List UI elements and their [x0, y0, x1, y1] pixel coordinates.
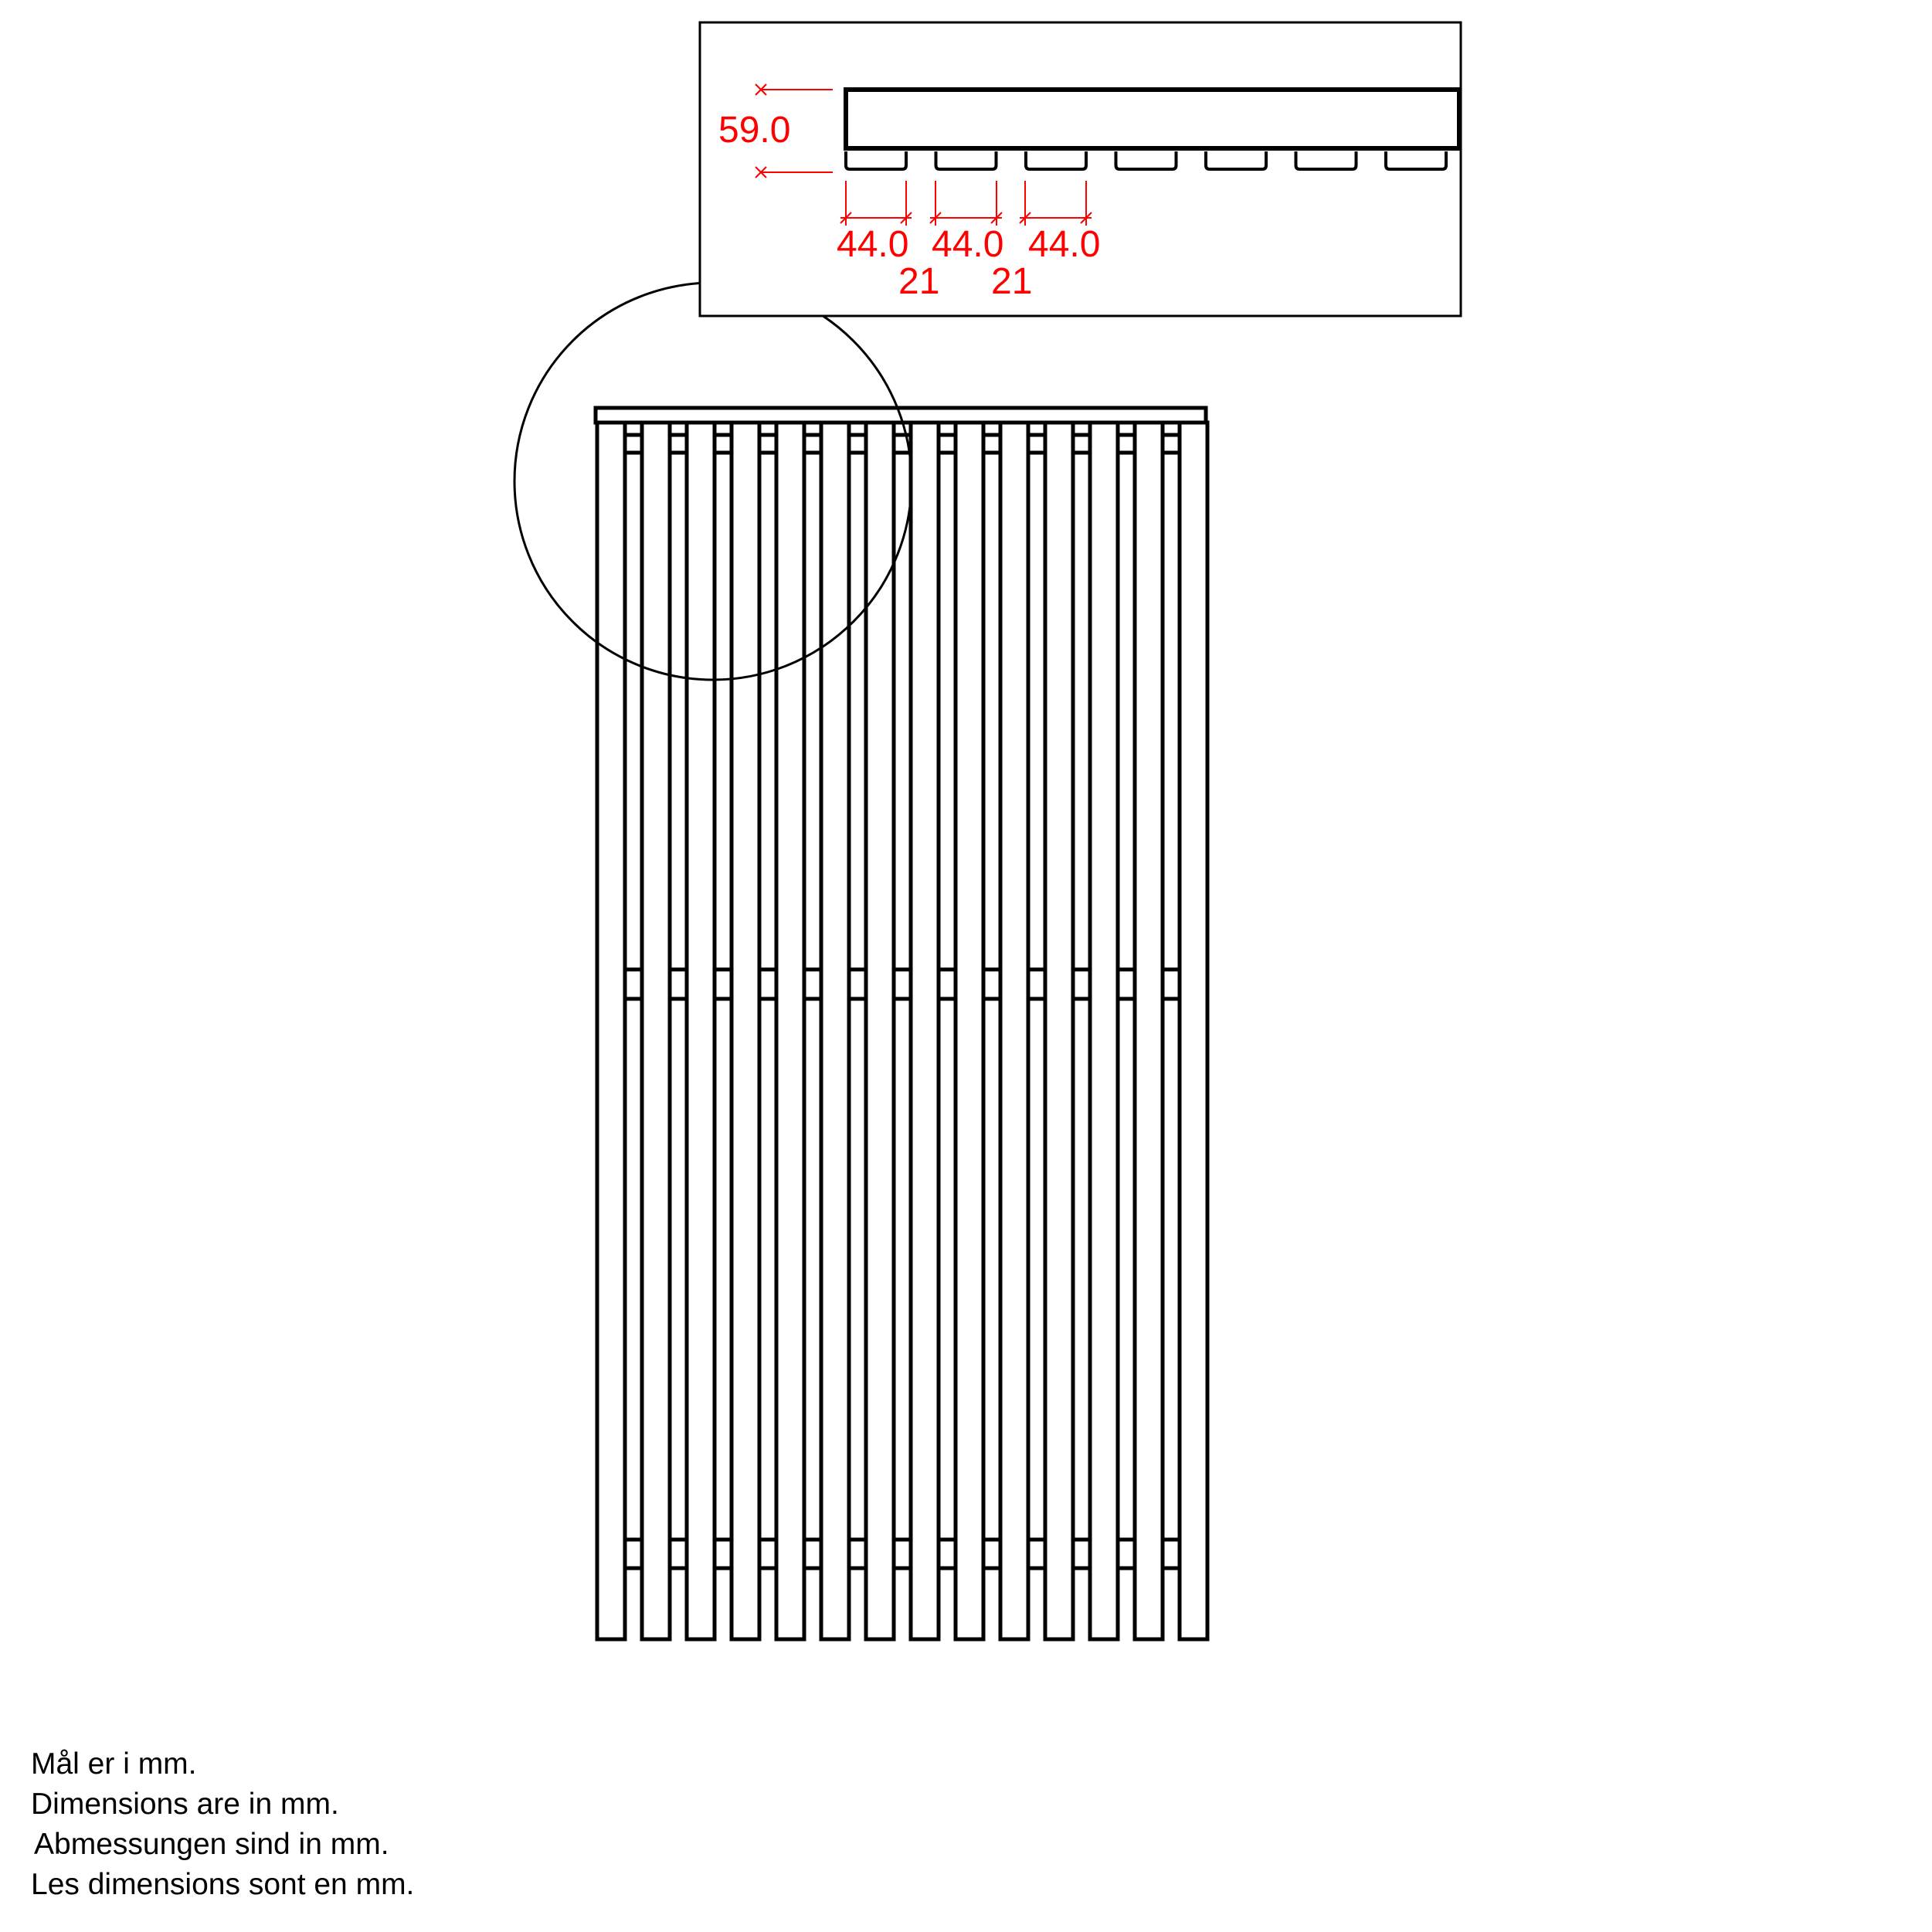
slat	[732, 423, 759, 1639]
slat	[1000, 423, 1028, 1639]
slat	[866, 423, 894, 1639]
gap-width-label-2: 21	[991, 261, 1033, 302]
slat	[1135, 423, 1163, 1639]
note-french: Les dimensions sont en mm.	[31, 1868, 415, 1901]
slat	[597, 423, 625, 1639]
slat	[1090, 423, 1118, 1639]
gap-width-label-1: 21	[898, 261, 940, 302]
slat	[1045, 423, 1073, 1639]
slat-width-label-2: 44.0	[932, 224, 1004, 265]
slat	[776, 423, 804, 1639]
mat-plan-view	[596, 408, 1207, 1639]
slat-width-label-3: 44.0	[1028, 224, 1101, 265]
note-norwegian: Mål er i mm.	[31, 1747, 197, 1781]
slat	[642, 423, 670, 1639]
slat	[911, 423, 939, 1639]
note-german: Abmessungen sind in mm.	[34, 1828, 389, 1861]
height-dimension-label: 59.0	[718, 110, 791, 151]
slat	[687, 423, 715, 1639]
slat	[956, 423, 983, 1639]
note-english: Dimensions are in mm.	[31, 1788, 339, 1821]
detail-view	[700, 22, 1461, 316]
unit-notes	[31, 1744, 414, 1905]
slat-width-label-1: 44.0	[837, 224, 909, 265]
slat	[821, 423, 849, 1639]
slat	[1180, 423, 1207, 1639]
slats	[597, 423, 1207, 1639]
